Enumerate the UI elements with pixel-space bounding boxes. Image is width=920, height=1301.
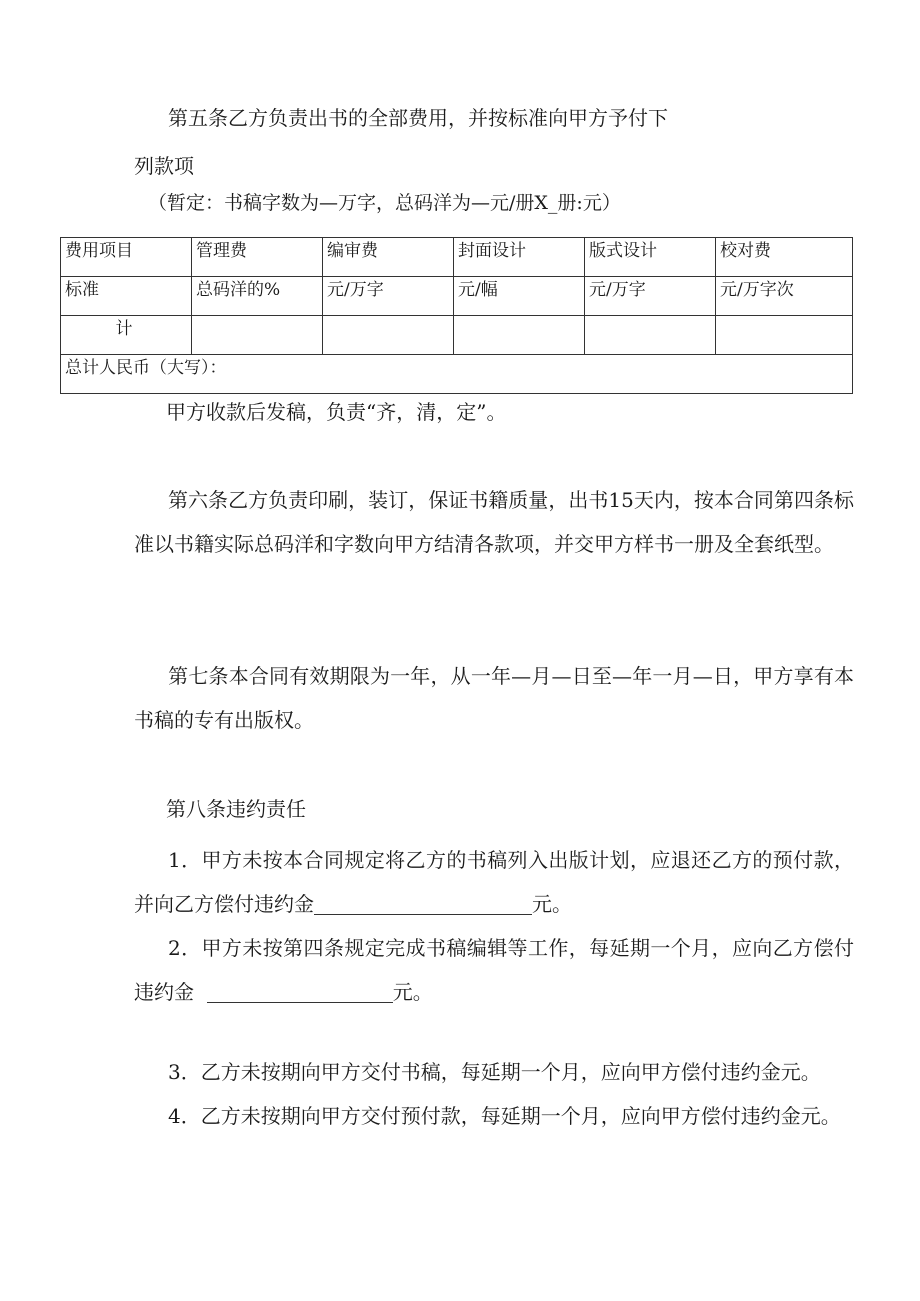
table-cell bbox=[454, 316, 585, 355]
article8-item3 bbox=[134, 1050, 854, 1094]
table-cell bbox=[323, 316, 454, 355]
table-cell: 版式设计 bbox=[585, 238, 716, 277]
article8-item2-text: 2．甲方未按第四条规定完成书稿编辑等工作，每延期一个月，应向乙方偿付违约金 bbox=[134, 936, 854, 1004]
table-cell: 元/万字 bbox=[585, 277, 716, 316]
table-cell: 标准 bbox=[61, 277, 192, 316]
article8-item2-unit: 元。 bbox=[392, 980, 433, 1004]
article8-item1-unit: 元。 bbox=[532, 892, 572, 916]
article5-note: （暂定：书稿字数为—万字，总码洋为—元/册X_册:元） bbox=[148, 192, 621, 214]
table-cell: 校对费 bbox=[716, 238, 853, 277]
table-cell: 元/万字 bbox=[323, 277, 454, 316]
article8-item3-text: 3．乙方未按期向甲方交付书稿，每延期一个月，应向甲方偿付违约金元。 bbox=[168, 1060, 821, 1084]
article6-body: 第六条乙方负责印刷，装订，保证书籍质量，出书15天内，按本合同第四条标准以书籍实际总码洋和字数向甲方结清各款项，并交甲方样书一册及全套纸型。 bbox=[134, 488, 854, 556]
table-cell: 封面设计 bbox=[454, 238, 585, 277]
article5-text bbox=[134, 94, 854, 190]
blank-line bbox=[314, 892, 532, 915]
article7-body: 第七条本合同有效期限为一年，从一年—月—日至—年一月—日，甲方享有本书稿的专有出版权。 bbox=[134, 664, 854, 732]
article8-item4 bbox=[134, 1094, 854, 1138]
table-cell: 元/万字次 bbox=[716, 277, 853, 316]
table-cell bbox=[585, 316, 716, 355]
blank-line bbox=[207, 980, 393, 1003]
article8-title: 第八条违约责任 bbox=[166, 797, 306, 821]
fee-table-subtotal-row bbox=[61, 316, 853, 355]
table-cell: 费用项目 bbox=[61, 238, 192, 277]
table-cell bbox=[716, 316, 853, 355]
table-cell: 总计人民币（大写）： bbox=[61, 355, 853, 394]
fee-table bbox=[60, 237, 853, 394]
article8-item4-text: 4．乙方未按期向甲方交付预付款，每延期一个月，应向甲方偿付违约金元。 bbox=[168, 1104, 841, 1128]
article6-text bbox=[134, 478, 854, 566]
article5-line2: 列款项 bbox=[134, 154, 194, 178]
table-cell bbox=[192, 316, 323, 355]
fee-table-total-row bbox=[61, 355, 853, 394]
article8-item1 bbox=[134, 838, 854, 926]
table-cell: 计 bbox=[61, 316, 192, 355]
fee-table-standard-row bbox=[61, 277, 853, 316]
table-cell: 编审费 bbox=[323, 238, 454, 277]
article8-item2 bbox=[134, 926, 854, 1014]
table-cell: 总码洋的% bbox=[192, 277, 323, 316]
table-cell: 元/幅 bbox=[454, 277, 585, 316]
fee-table-header-row bbox=[61, 238, 853, 277]
table-cell: 管理费 bbox=[192, 238, 323, 277]
article7-text bbox=[134, 654, 854, 742]
after-table-text: 甲方收款后发稿，负责“齐，清，定”。 bbox=[166, 400, 507, 424]
article5-line1: 第五条乙方负责出书的全部费用，并按标准向甲方予付下 bbox=[168, 106, 668, 130]
article8-item1-text: 1．甲方未按本合同规定将乙方的书稿列入出版计划，应退还乙方的预付款，并向乙方偿付违约金 bbox=[134, 848, 854, 916]
